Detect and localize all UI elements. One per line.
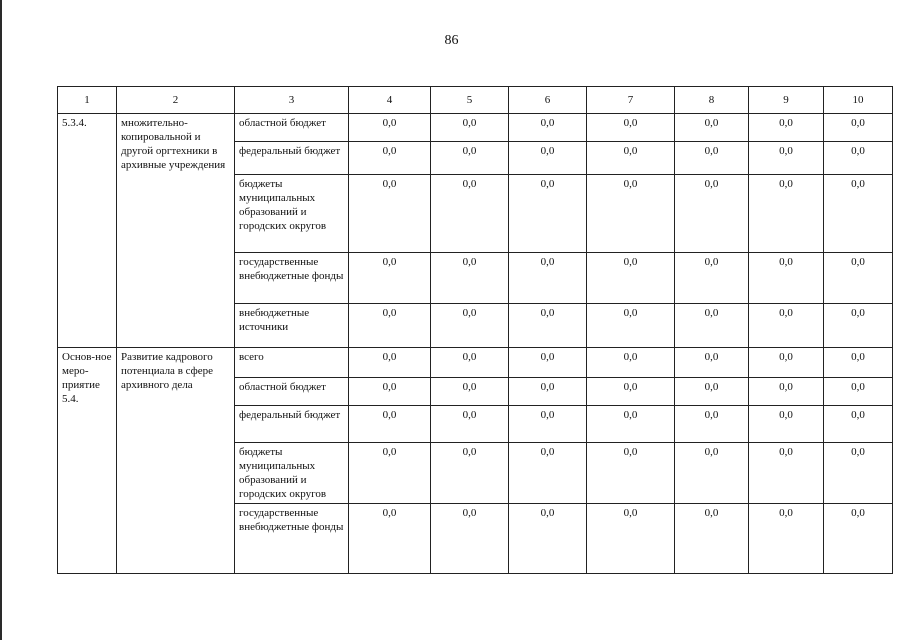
value-cell: 0,0: [587, 304, 675, 348]
value-cell: 0,0: [431, 378, 509, 406]
value-cell: 0,0: [509, 504, 587, 574]
value-cell: 0,0: [587, 142, 675, 175]
item-code: 5.3.4.: [58, 114, 117, 348]
table-row: [58, 348, 893, 378]
value-cell: 0,0: [824, 504, 893, 574]
value-cell: 0,0: [824, 378, 893, 406]
value-cell: 0,0: [431, 443, 509, 504]
value-cell: 0,0: [509, 253, 587, 304]
column-header: 1: [58, 87, 117, 114]
value-cell: 0,0: [749, 142, 824, 175]
value-cell: 0,0: [675, 348, 749, 378]
value-cell: 0,0: [749, 378, 824, 406]
value-cell: 0,0: [824, 142, 893, 175]
value-cell: 0,0: [587, 348, 675, 378]
funding-source: государственные внебюджетные фонды: [235, 504, 349, 574]
value-cell: 0,0: [349, 504, 431, 574]
value-cell: 0,0: [509, 406, 587, 443]
value-cell: 0,0: [587, 175, 675, 253]
value-cell: 0,0: [675, 142, 749, 175]
value-cell: 0,0: [431, 504, 509, 574]
value-cell: 0,0: [431, 348, 509, 378]
value-cell: 0,0: [675, 406, 749, 443]
column-header: 3: [235, 87, 349, 114]
header-row: [58, 87, 893, 114]
value-cell: 0,0: [587, 504, 675, 574]
column-header: 8: [675, 87, 749, 114]
value-cell: 0,0: [509, 348, 587, 378]
value-cell: 0,0: [509, 175, 587, 253]
value-cell: 0,0: [675, 304, 749, 348]
value-cell: 0,0: [749, 406, 824, 443]
value-cell: 0,0: [431, 304, 509, 348]
value-cell: 0,0: [749, 504, 824, 574]
value-cell: 0,0: [431, 253, 509, 304]
value-cell: 0,0: [349, 114, 431, 142]
value-cell: 0,0: [824, 114, 893, 142]
value-cell: 0,0: [431, 114, 509, 142]
column-header: 2: [117, 87, 235, 114]
value-cell: 0,0: [824, 406, 893, 443]
value-cell: 0,0: [824, 443, 893, 504]
value-cell: 0,0: [587, 406, 675, 443]
page-number: 86: [444, 33, 459, 48]
value-cell: 0,0: [349, 348, 431, 378]
value-cell: 0,0: [675, 443, 749, 504]
value-cell: 0,0: [675, 253, 749, 304]
value-cell: 0,0: [509, 378, 587, 406]
item-name: множительно-копировальной и другой оргтехники в архивные учреждения: [117, 114, 235, 348]
value-cell: 0,0: [509, 304, 587, 348]
value-cell: 0,0: [349, 175, 431, 253]
item-name: Развитие кадрового потенциала в сфере архивного дела: [117, 348, 235, 574]
value-cell: 0,0: [824, 348, 893, 378]
funding-source: государственные внебюджетные фонды: [235, 253, 349, 304]
value-cell: 0,0: [431, 142, 509, 175]
value-cell: 0,0: [349, 406, 431, 443]
value-cell: 0,0: [675, 175, 749, 253]
value-cell: 0,0: [431, 406, 509, 443]
funding-source: бюджеты муниципальных образований и городских округов: [235, 175, 349, 253]
column-header: 4: [349, 87, 431, 114]
item-code: Основ-ное меро-приятие 5.4.: [58, 348, 117, 574]
value-cell: 0,0: [824, 304, 893, 348]
value-cell: 0,0: [824, 175, 893, 253]
funding-source: бюджеты муниципальных образований и городских округов: [235, 443, 349, 504]
value-cell: 0,0: [749, 348, 824, 378]
table-row: [58, 114, 893, 142]
funding-source: внебюджетные источники: [235, 304, 349, 348]
value-cell: 0,0: [349, 304, 431, 348]
value-cell: 0,0: [749, 175, 824, 253]
column-header: 10: [824, 87, 893, 114]
value-cell: 0,0: [587, 253, 675, 304]
value-cell: 0,0: [675, 378, 749, 406]
value-cell: 0,0: [509, 443, 587, 504]
column-header: 7: [587, 87, 675, 114]
value-cell: 0,0: [749, 253, 824, 304]
value-cell: 0,0: [349, 142, 431, 175]
column-header: 9: [749, 87, 824, 114]
value-cell: 0,0: [749, 443, 824, 504]
value-cell: 0,0: [431, 175, 509, 253]
value-cell: 0,0: [349, 443, 431, 504]
table-body: [58, 114, 893, 574]
column-header: 5: [431, 87, 509, 114]
funding-source: федеральный бюджет: [235, 142, 349, 175]
funding-source: областной бюджет: [235, 378, 349, 406]
budget-table: [57, 86, 893, 574]
value-cell: 0,0: [587, 378, 675, 406]
column-header: 6: [509, 87, 587, 114]
value-cell: 0,0: [749, 114, 824, 142]
value-cell: 0,0: [509, 142, 587, 175]
funding-source: всего: [235, 348, 349, 378]
value-cell: 0,0: [587, 114, 675, 142]
value-cell: 0,0: [349, 378, 431, 406]
value-cell: 0,0: [749, 304, 824, 348]
value-cell: 0,0: [587, 443, 675, 504]
value-cell: 0,0: [509, 114, 587, 142]
value-cell: 0,0: [824, 253, 893, 304]
funding-source: федеральный бюджет: [235, 406, 349, 443]
value-cell: 0,0: [675, 504, 749, 574]
value-cell: 0,0: [349, 253, 431, 304]
page-edge: [0, 0, 2, 640]
funding-source: областной бюджет: [235, 114, 349, 142]
value-cell: 0,0: [675, 114, 749, 142]
